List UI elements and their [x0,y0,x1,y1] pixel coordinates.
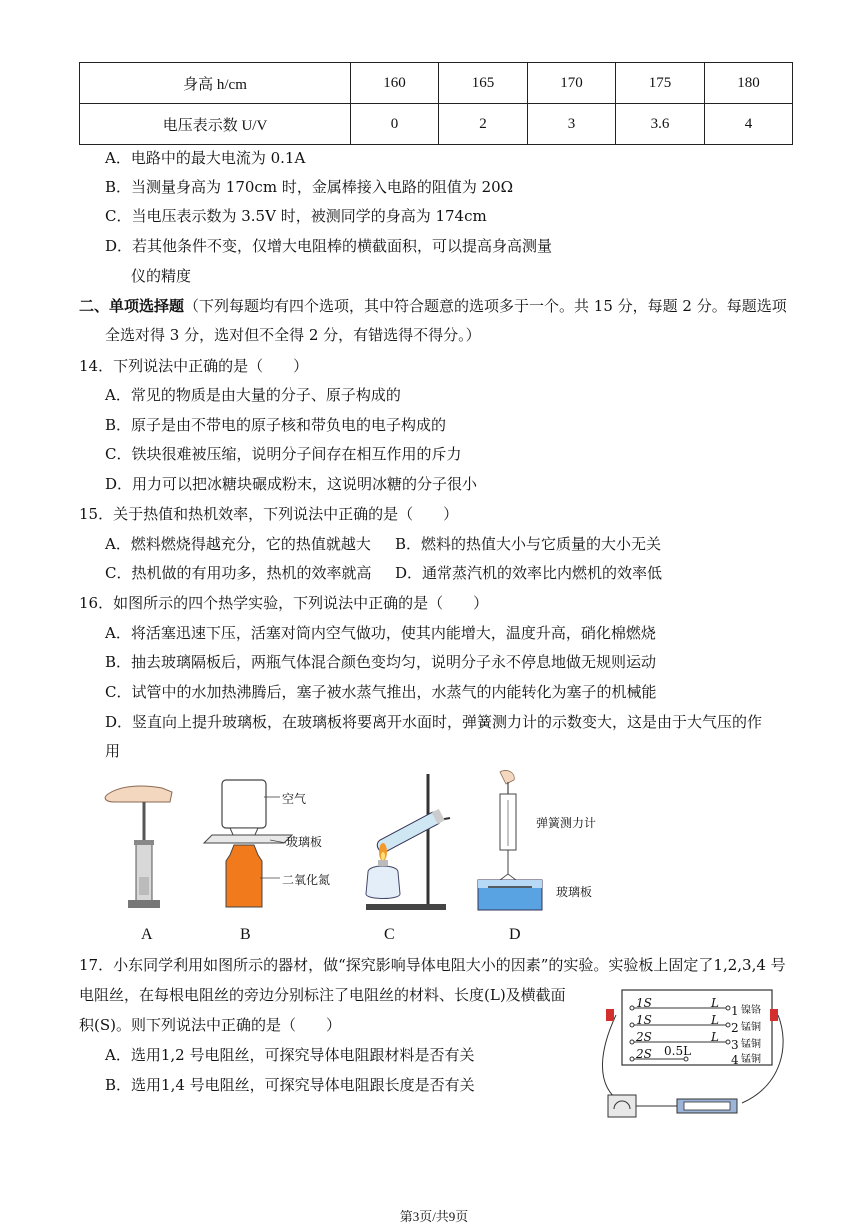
label-air: 空气 [282,792,307,806]
q15-option-d: D．通常蒸汽机的效率比内燃机的效率低 [395,564,663,582]
q14-option-a: A．常见的物质是由大量的分子、原子构成的 [105,386,401,404]
q14-option-d: D．用力可以把冰糖块碾成粉末，这说明冰糖的分子很小 [105,475,478,493]
q15-option-b: B．燃料的热值大小与它质量的大小无关 [395,535,662,553]
label-spring-scale: 弹簧测力计 [536,816,597,830]
table-cell: 2 [439,104,528,145]
q17-stem: 17．小东同学利用如图所示的器材，做“探究影响导体电阻大小的因素”的实验。实验板上固定了1,2,3,4 号 [79,956,786,974]
q13-option-a: A．电路中的最大电流为 0.1A [105,149,306,167]
data-table [79,62,793,145]
q16-stem: 16．如图所示的四个热学实验，下列说法中正确的是（ ） [79,594,489,612]
table-cell: 180 [705,63,793,104]
table-row [80,63,793,104]
q17-stem-3: 积(S)。则下列说法中正确的是（ ） [79,1016,341,1034]
caption-b: B [240,926,251,943]
q13-option-c: C．当电压表示数为 3.5V 时，被测同学的身高为 174cm [105,207,487,225]
section-desc: （下列每题均有四个选项，其中符合题意的选项多于一个。共 15 分，每题 2 分。每题选项 [184,297,787,315]
q16-option-b: B．抽去玻璃隔板后，两瓶气体混合颜色变均匀，说明分子永不停息地做无规则运动 [105,653,657,671]
caption-c: C [384,926,395,943]
q15-option-a: A．燃料燃烧得越充分，它的热值就越大 [105,535,371,553]
board-s-1: 1S [636,996,652,1010]
q17-stem-2: 电阻丝，在每根电阻丝的旁边分别标注了电阻丝的材料、长度(L)及横截面 [79,986,566,1004]
section-heading [79,296,787,316]
q14-option-b: B．原子是由不带电的原子核和带负电的电子构成的 [105,416,447,434]
figure-resistance-board [592,985,792,1125]
table-cell: 160 [351,63,439,104]
figure-c-burner [358,772,458,917]
board-l-4: 0.5L [664,1044,692,1058]
table-cell: 4 [705,104,793,145]
q16-option-d-cont: 用 [105,742,121,760]
board-l-3: L [711,1030,719,1044]
board-s-3: 2S [636,1030,652,1044]
label-no2: 二氧化氮 [282,873,331,887]
board-s-2: 1S [636,1013,652,1027]
section-desc-cont: 全选对得 3 分，选对但不全得 2 分，有错选得不得分。） [105,326,481,344]
table-row [80,104,793,145]
page-footer: 第3页/共9页 [399,1209,469,1224]
caption-a: A [141,926,153,943]
q13-option-d: D．若其他条件不变，仅增大电阻棒的横截面积，可以提高身高测量 [105,237,553,255]
table-cell: 3.6 [616,104,705,145]
figure-a-piston [100,772,180,917]
q17-option-a: A．选用1,2 号电阻丝，可探究导体电阻跟材料是否有关 [105,1046,475,1064]
section-title: 二、单项选择题 [79,297,185,315]
q13-option-b: B．当测量身高为 170cm 时，金属棒接入电路的阻值为 20Ω [105,178,514,196]
table-header-voltage: 电压表示数 U/V [80,104,351,145]
table-cell: 170 [528,63,616,104]
table-cell: 175 [616,63,705,104]
q15-stem: 15．关于热值和热机效率，下列说法中正确的是（ ） [79,505,459,523]
caption-d: D [509,926,521,943]
board-num-2: 2 [731,1021,739,1035]
q14-option-c: C．铁块很难被压缩，说明分子间存在相互作用的斥力 [105,445,462,463]
board-mat-1: 镍铬 [741,1005,761,1016]
table-cell: 165 [439,63,528,104]
q13-option-d-cont: 仪的精度 [131,267,192,285]
label-glass-plate-d: 玻璃板 [556,885,593,899]
board-mat-4: 锰铜 [741,1054,761,1065]
board-l-1: L [711,996,719,1010]
q16-option-a: A．将活塞迅速下压，活塞对筒内空气做功，使其内能增大，温度升高，硝化棉燃烧 [105,624,656,642]
label-glass-plate-b: 玻璃板 [286,835,323,849]
board-mat-2: 锰铜 [741,1022,761,1033]
table-header-height: 身高 h/cm [80,63,351,104]
q16-option-c: C．试管中的水加热沸腾后，塞子被水蒸气推出，水蒸气的内能转化为塞子的机械能 [105,683,657,701]
figure-d-spring-scale [470,770,550,918]
board-mat-3: 锰铜 [741,1039,761,1050]
board-num-4: 4 [731,1053,739,1067]
q14-stem: 14．下列说法中正确的是（ ） [79,357,309,375]
q17-option-b: B．选用1,4 号电阻丝，可探究导体电阻跟长度是否有关 [105,1076,475,1094]
table-cell: 3 [528,104,616,145]
q16-option-d: D．竖直向上提升玻璃板，在玻璃板将要离开水面时，弹簧测力计的示数变大，这是由于大气压的作 [105,713,763,731]
table-cell: 0 [351,104,439,145]
q15-option-c: C．热机做的有用功多，热机的效率就高 [105,564,372,582]
board-num-3: 3 [731,1038,739,1052]
board-l-2: L [711,1013,719,1027]
board-num-1: 1 [731,1004,739,1018]
board-s-4: 2S [636,1047,652,1061]
